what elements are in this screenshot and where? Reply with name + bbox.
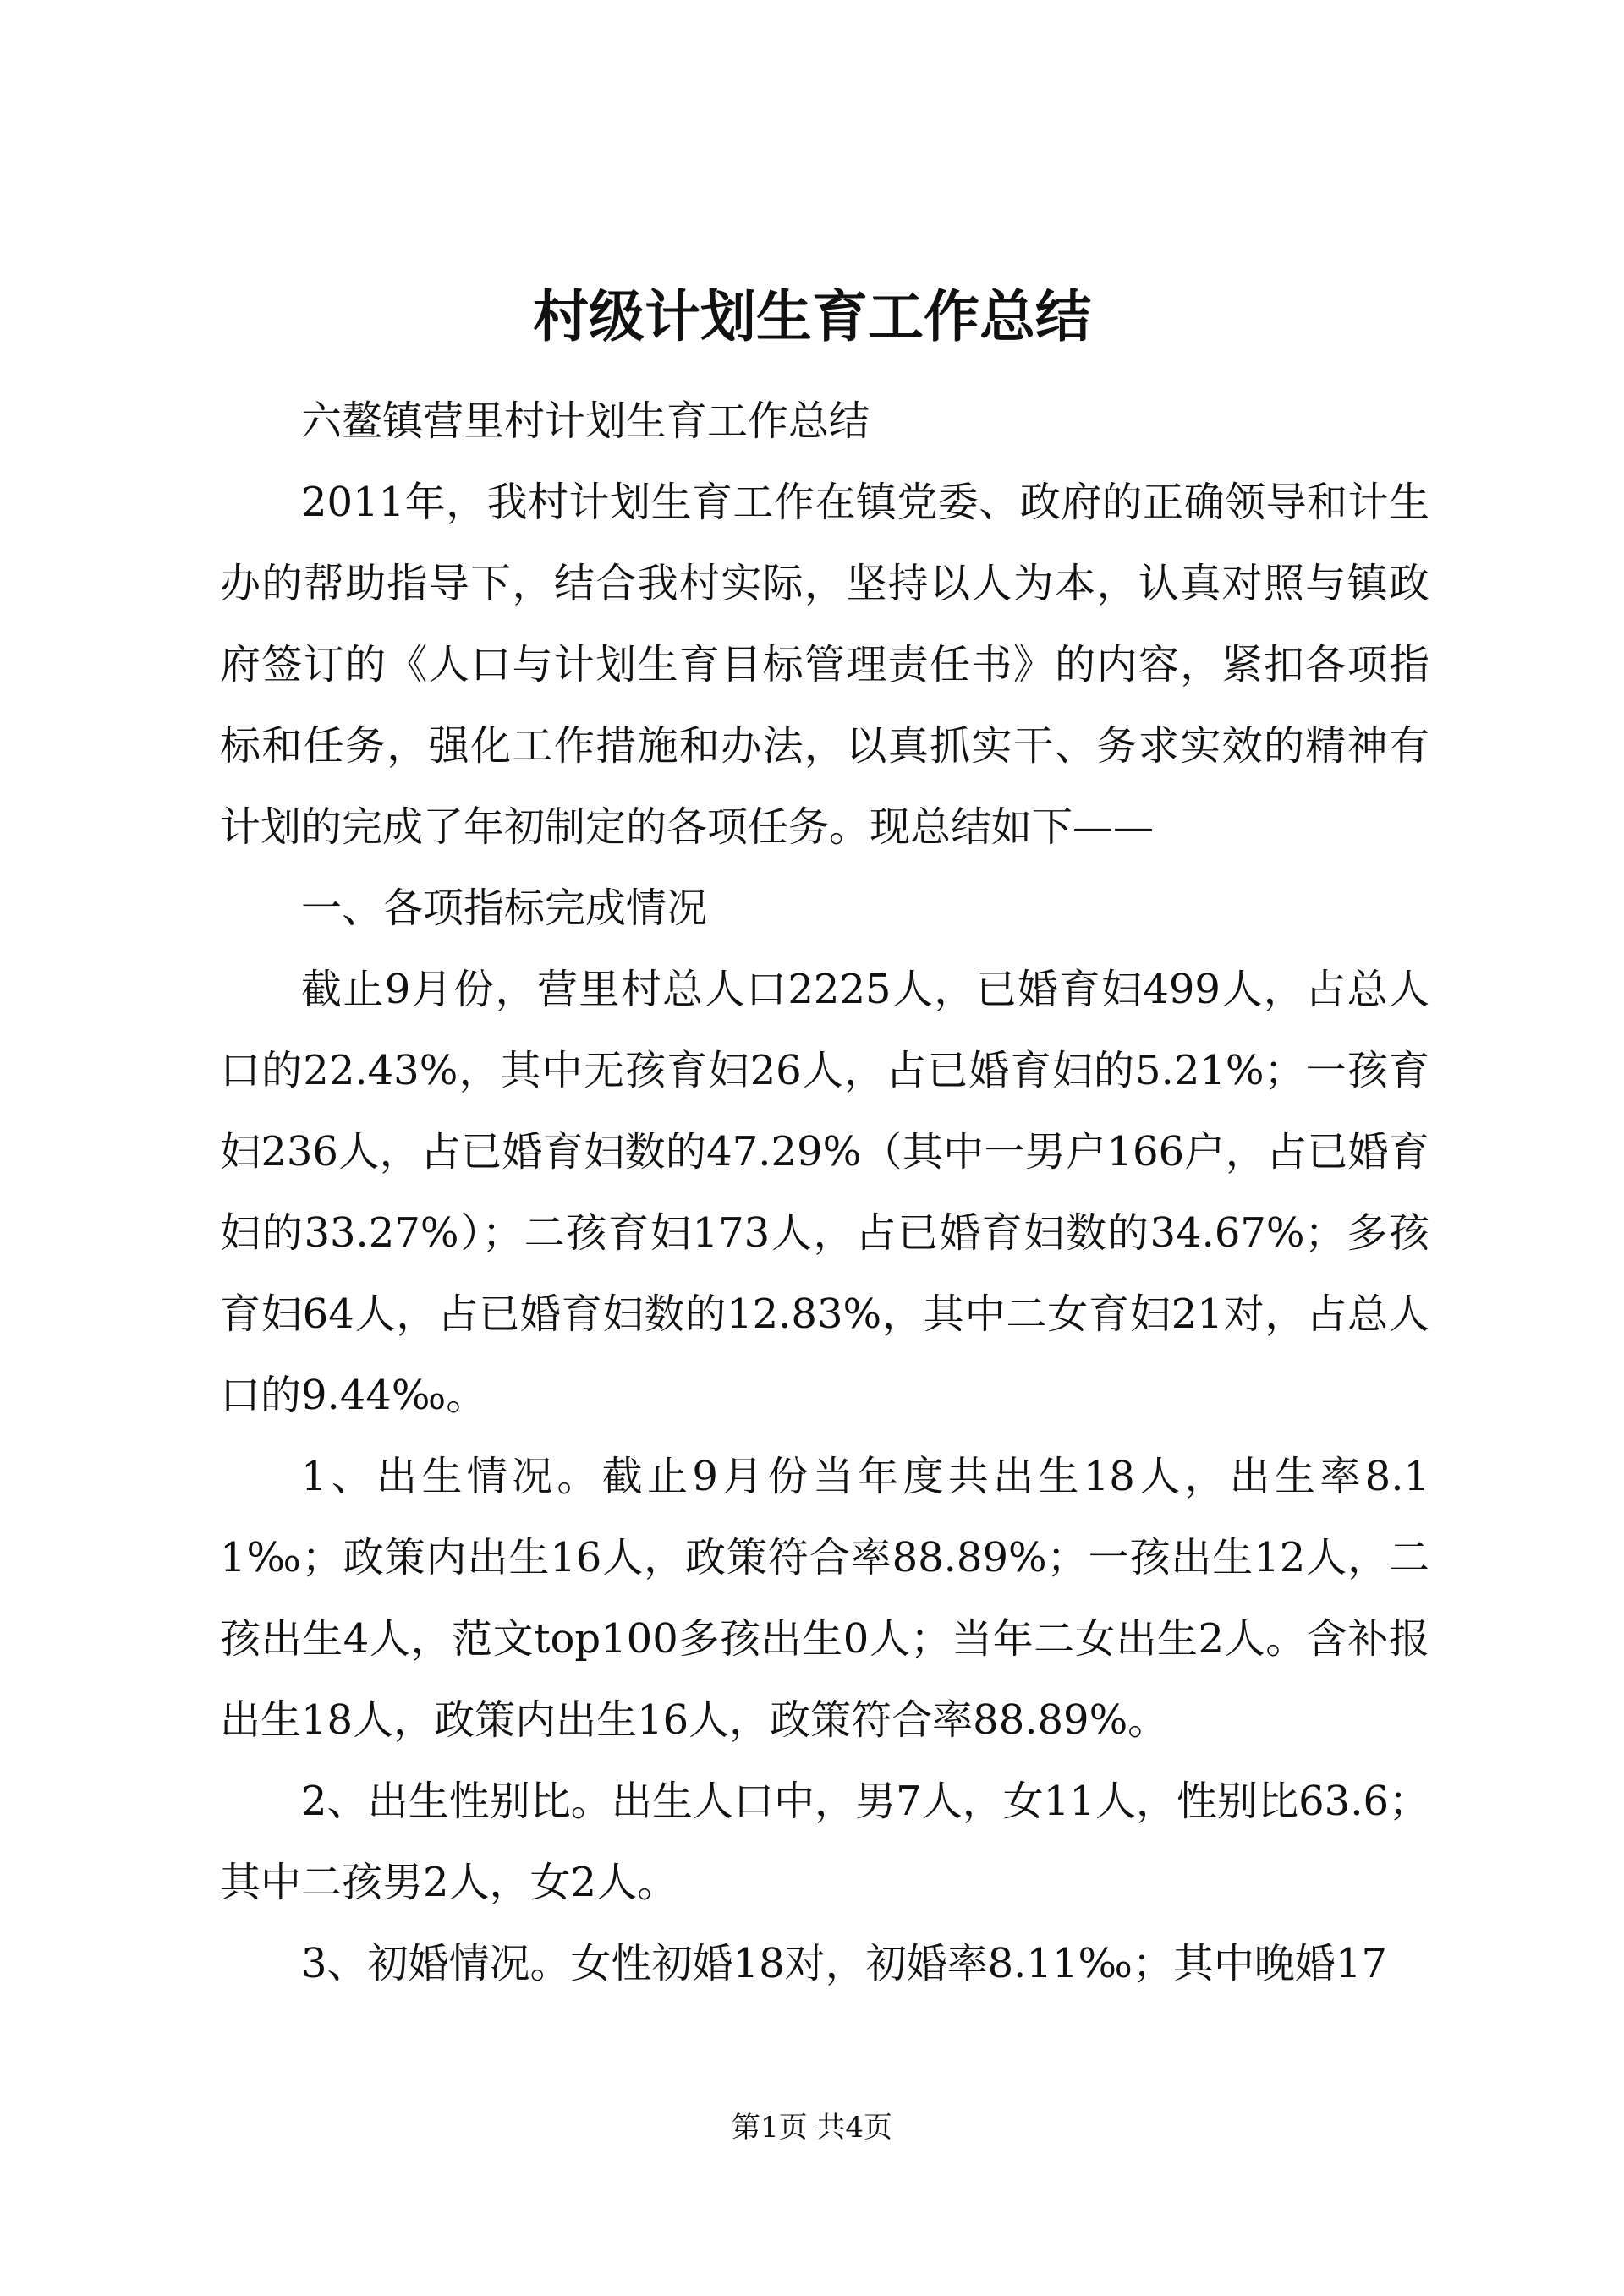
section-heading: 一、各项指标完成情况	[301, 885, 708, 932]
marriage-paragraph: 3、初婚情况。女性初婚18对，初婚率8.11‰；其中晚婚17	[301, 1940, 1387, 1987]
document-body	[220, 381, 1429, 2004]
sex-ratio-paragraph: 2、出生性别比。出生人口中，男7人，女11人，性别比63.6；其中二孩男2人，女2人。	[220, 1778, 1429, 1906]
statistics-paragraph: 截止9月份，营里村总人口2225人，已婚育妇499人，占总人口的22.43%，其中无孩育妇26人，占已婚育妇的5.21%；一孩育妇236人，占已婚育妇数的47.29%（其中一男户166户，占已婚育妇的33.27%）；二孩育妇173人，占已婚育妇数的34.67%；多孩育妇64人，占已婚育妇数的12.83%，其中二女育妇21对，占总人口的9.44‰。	[220, 966, 1429, 1419]
page-footer: 第1页 共4页	[731, 2111, 893, 2145]
subtitle-paragraph: 六鳌镇营里村计划生育工作总结	[301, 397, 870, 445]
birth-paragraph: 1、出生情况。截止9月份当年度共出生18人，出生率8.11‰；政策内出生16人，政策符合率88.89%；一孩出生12人，二孩出生4人，范文top100多孩出生0人；当年二女出生2人。含补报出生18人，政策内出生16人，政策符合率88.89%。	[220, 1453, 1429, 1744]
intro-paragraph: 2011年，我村计划生育工作在镇党委、政府的正确领导和计生办的帮助指导下，结合我村实际，坚持以人为本，认真对照与镇政府签订的《人口与计划生育目标管理责任书》的内容，紧扣各项指标和任务，强化工作措施和办法，以真抓实干、务求实效的精神有计划的完成了年初制定的各项任务。现总结如下——	[220, 479, 1429, 851]
document-title: 村级计划生育工作总结	[533, 283, 1091, 349]
